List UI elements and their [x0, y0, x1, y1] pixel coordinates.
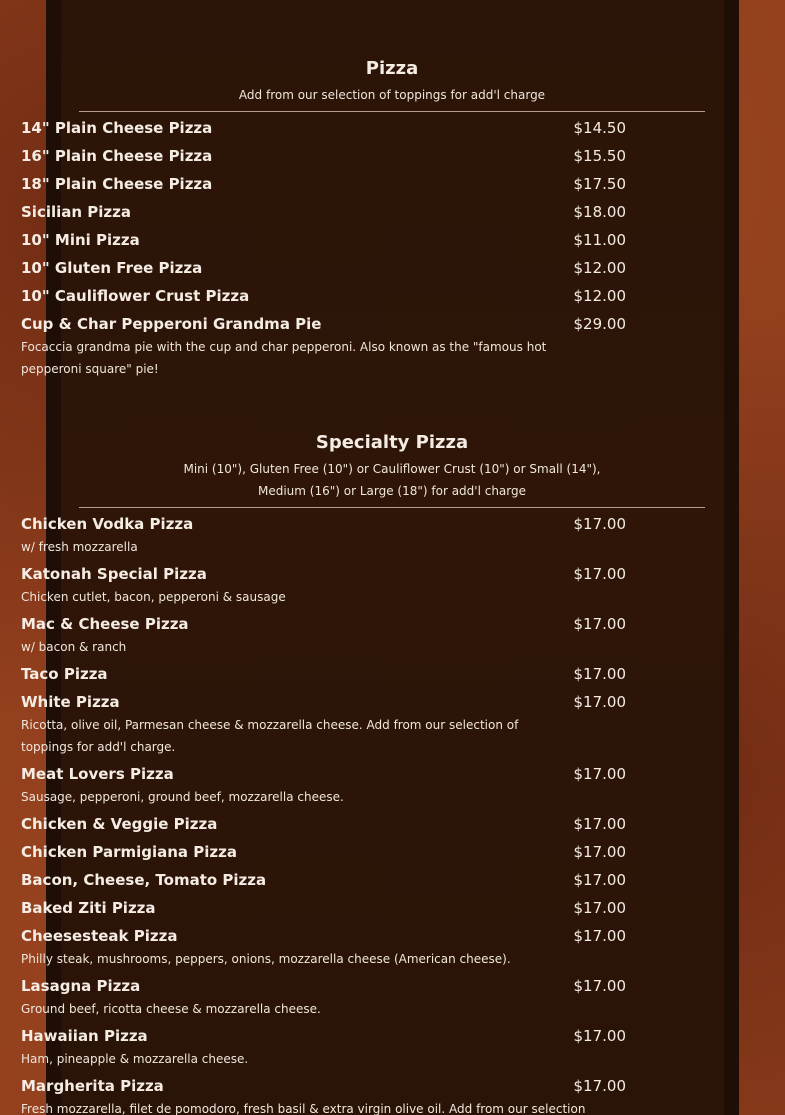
item-name: Katonah Special Pizza — [21, 565, 207, 583]
menu-item[interactable] — [21, 286, 626, 306]
item-price: $12.00 — [573, 259, 626, 277]
item-name: 16" Plain Cheese Pizza — [21, 147, 213, 165]
menu-item[interactable] — [21, 870, 626, 890]
item-price: $17.00 — [573, 871, 626, 889]
item-description: Focaccia grandma pie with the cup and char pepperoni. Also known as the "famous hot pepperoni square" pie! — [21, 340, 547, 376]
item-name: 10" Cauliflower Crust Pizza — [21, 287, 250, 305]
item-name: Lasagna Pizza — [21, 977, 141, 995]
item-price: $14.50 — [573, 119, 626, 137]
item-price: $17.00 — [573, 815, 626, 833]
menu-item[interactable] — [21, 692, 626, 758]
item-name: 10" Mini Pizza — [21, 231, 140, 249]
item-name: Meat Lovers Pizza — [21, 765, 174, 783]
item-name: Mac & Cheese Pizza — [21, 615, 189, 633]
section-subtitle: Add from our selection of toppings for add'l charge — [238, 88, 546, 102]
item-description: Philly steak, mushrooms, peppers, onions, mozzarella cheese (American cheese). — [21, 952, 511, 966]
menu-item[interactable] — [21, 564, 626, 608]
item-description: Chicken cutlet, bacon, pepperoni & sausage — [21, 590, 286, 604]
item-price: $17.00 — [573, 843, 626, 861]
menu-item[interactable] — [21, 764, 626, 808]
item-price: $17.00 — [573, 565, 626, 583]
menu-item[interactable] — [21, 614, 626, 658]
section-title: Specialty Pizza — [315, 432, 469, 453]
menu-item[interactable] — [21, 814, 626, 834]
menu-item[interactable] — [21, 118, 626, 138]
section-divider — [79, 507, 705, 508]
menu-item[interactable] — [21, 976, 626, 1020]
item-description: Ham, pineapple & mozzarella cheese. — [21, 1052, 249, 1066]
item-price: $29.00 — [573, 315, 626, 333]
menu-item[interactable] — [21, 174, 626, 194]
item-description: w/ bacon & ranch — [21, 640, 127, 654]
section-specialty-pizza — [79, 432, 705, 502]
item-description: Sausage, pepperoni, ground beef, mozzarella cheese. — [21, 790, 344, 804]
item-name: Hawaiian Pizza — [21, 1027, 148, 1045]
menu-item[interactable] — [21, 202, 626, 222]
item-name: 14" Plain Cheese Pizza — [21, 119, 213, 137]
item-name: 18" Plain Cheese Pizza — [21, 175, 213, 193]
item-price: $17.00 — [573, 899, 626, 917]
item-name: Baked Ziti Pizza — [21, 899, 156, 917]
item-name: Cheesesteak Pizza — [21, 927, 178, 945]
item-description: Ground beef, ricotta cheese & mozzarella cheese. — [21, 1002, 321, 1016]
menu-item[interactable] — [21, 842, 626, 862]
item-price: $11.00 — [573, 231, 626, 249]
menu-item[interactable] — [21, 664, 626, 684]
item-name: Taco Pizza — [21, 665, 108, 683]
item-price: $17.00 — [573, 693, 626, 711]
item-description: w/ fresh mozzarella — [21, 540, 138, 554]
item-name: Bacon, Cheese, Tomato Pizza — [21, 871, 267, 889]
item-price: $17.00 — [573, 1077, 626, 1095]
item-name: White Pizza — [21, 693, 120, 711]
item-name: Chicken Parmigiana Pizza — [21, 843, 237, 861]
item-name: Chicken & Veggie Pizza — [21, 815, 218, 833]
item-price: $17.00 — [573, 977, 626, 995]
section-divider — [79, 111, 705, 112]
menu-item[interactable] — [21, 146, 626, 166]
item-price: $17.00 — [573, 515, 626, 533]
item-price: $17.00 — [573, 765, 626, 783]
item-name: Sicilian Pizza — [21, 203, 132, 221]
item-price: $17.00 — [573, 927, 626, 945]
section-title: Pizza — [365, 58, 419, 79]
menu-item[interactable] — [21, 314, 626, 380]
menu-item[interactable] — [21, 1076, 626, 1115]
item-price: $17.00 — [573, 665, 626, 683]
menu-item[interactable] — [21, 898, 626, 918]
section-subtitle: Mini (10"), Gluten Free (10") or Cauliflower Crust (10") or Small (14"), Medium (16") or Large (18") for add'l charge — [183, 462, 601, 498]
item-name: Chicken Vodka Pizza — [21, 515, 194, 533]
item-price: $18.00 — [573, 203, 626, 221]
item-price: $15.50 — [573, 147, 626, 165]
item-name: Cup & Char Pepperoni Grandma Pie — [21, 315, 322, 333]
item-price: $17.50 — [573, 175, 626, 193]
menu-item[interactable] — [21, 1026, 626, 1070]
menu-item[interactable] — [21, 230, 626, 250]
item-description: Ricotta, olive oil, Parmesan cheese & mozzarella cheese. Add from our selection of toppings for add'l charge. — [21, 718, 519, 754]
menu-item[interactable] — [21, 258, 626, 278]
menu-item[interactable] — [21, 926, 626, 970]
item-price: $17.00 — [573, 1027, 626, 1045]
section-pizza — [79, 58, 705, 106]
item-price: $12.00 — [573, 287, 626, 305]
menu-item[interactable] — [21, 514, 626, 558]
item-price: $17.00 — [573, 615, 626, 633]
item-name: 10" Gluten Free Pizza — [21, 259, 203, 277]
item-name: Margherita Pizza — [21, 1077, 164, 1095]
item-description: Fresh mozzarella, filet de pomodoro, fresh basil & extra virgin olive oil. Add from our selection — [21, 1102, 586, 1115]
